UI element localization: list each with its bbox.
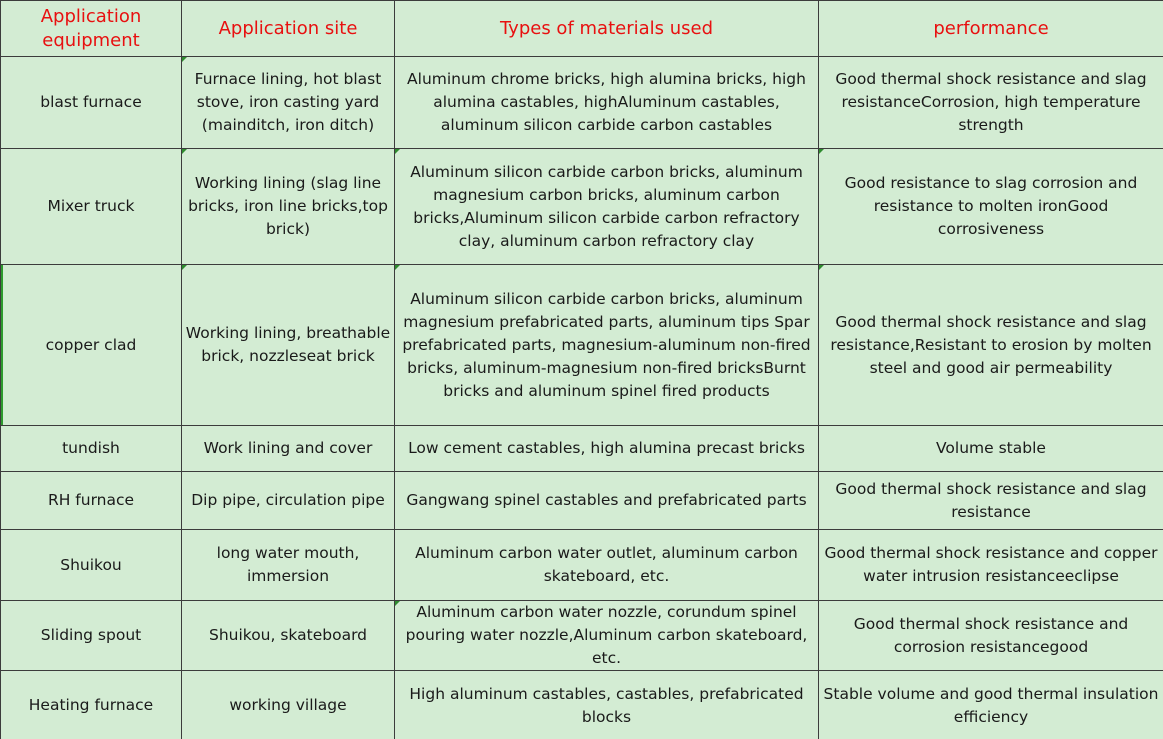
cell-performance[interactable] [819,265,1163,426]
table-row [1,265,1163,426]
cell-equipment[interactable] [1,426,182,472]
cell-site[interactable] [182,472,395,530]
header-label: performance [933,17,1049,39]
cell-text: Low cement castables, high alumina precast bricks [408,439,805,457]
cell-performance[interactable] [819,149,1163,265]
table-row [1,530,1163,601]
cell-text: copper clad [45,335,137,354]
cell-site[interactable] [182,671,395,739]
cell-text: Good thermal shock resistance and slag resistance,Resistant to erosion by molten steel and good air permeability [830,312,1152,377]
cell-text: High aluminum castables, castables, prefabricated blocks [409,684,804,726]
cell-performance[interactable] [819,57,1163,149]
cell-text: Shuikou, skateboard [208,626,368,644]
cell-site[interactable] [182,149,395,265]
cell-text: Sliding spout [40,626,142,644]
table-row [1,57,1163,149]
cell-equipment[interactable] [1,530,182,601]
cell-text: working village [229,696,347,714]
cell-performance[interactable] [819,472,1163,530]
cell-site[interactable] [182,265,395,426]
cell-site[interactable] [182,426,395,472]
cell-text: Good thermal shock resistance and slag resistance [835,479,1147,521]
cell-text: Good thermal shock resistance and corrosion resistancegood [853,614,1129,656]
cell-equipment[interactable] [1,149,182,265]
cell-text: Aluminum carbon water outlet, aluminum carbon skateboard, etc. [415,544,798,585]
cell-text: Aluminum silicon carbide carbon bricks, aluminum magnesium prefabricated parts, aluminum tips Spar prefabricated parts, magnesium-aluminum non-fired bricks, aluminum-magnesium non-fired bricksBurnt bricks and aluminum spinel fired products [402,289,811,400]
cell-materials[interactable] [395,530,819,601]
cell-text: Furnace lining, hot blast stove, iron casting yard (mainditch, iron ditch) [194,70,382,134]
header-cell-equipment[interactable] [1,1,182,57]
comment-marker [395,601,400,606]
cell-materials[interactable] [395,426,819,472]
cell-text: Stable volume and good thermal insulation efficiency [823,684,1159,726]
cell-site[interactable] [182,57,395,149]
cell-text: blast furnace [40,93,142,111]
cell-site[interactable] [182,530,395,601]
table-row [1,671,1163,739]
header-row [1,1,1163,57]
cell-text: Work lining and cover [203,439,373,457]
header-cell-performance[interactable] [819,1,1163,57]
comment-marker [819,265,824,270]
comment-marker [395,265,400,270]
cell-text: Aluminum chrome bricks, high alumina bricks, high alumina castables, highAluminum castables, aluminum silicon carbide carbon castables [407,70,806,134]
header-label: Application site [218,17,358,39]
cell-equipment[interactable] [1,601,182,671]
table-row [1,426,1163,472]
cell-text: Good thermal shock resistance and slag resistanceCorrosion, high temperature strength [835,70,1147,134]
table-row [1,472,1163,530]
cell-equipment[interactable] [1,265,182,426]
cell-performance[interactable] [819,426,1163,472]
cell-text: Good thermal shock resistance and copper water intrusion resistanceeclipse [824,544,1158,585]
cell-materials[interactable] [395,265,819,426]
cell-text: Working lining, breathable brick, nozzleseat brick [185,324,391,365]
cell-site[interactable] [182,601,395,671]
comment-marker [182,149,187,154]
cell-equipment[interactable] [1,472,182,530]
cell-text: Mixer truck [47,197,135,215]
cell-text: tundish [62,439,120,457]
cell-equipment[interactable] [1,671,182,739]
cell-text: Heating furnace [28,696,154,714]
header-cell-site[interactable] [182,1,395,57]
header-cell-materials[interactable] [395,1,819,57]
header-label: Types of materials used [499,17,714,39]
cell-text: Volume stable [936,439,1046,457]
cell-materials[interactable] [395,671,819,739]
cell-materials[interactable] [395,472,819,530]
cell-text: Gangwang spinel castables and prefabricated parts [406,491,807,509]
table-row [1,149,1163,265]
comment-marker [395,149,400,154]
cell-materials[interactable] [395,601,819,671]
cell-materials[interactable] [395,57,819,149]
selection-edge [1,265,3,425]
cell-performance[interactable] [819,530,1163,601]
cell-equipment[interactable] [1,57,182,149]
cell-text: Dip pipe, circulation pipe [191,491,385,509]
cell-performance[interactable] [819,601,1163,671]
cell-text: Good resistance to slag corrosion and resistance to molten ironGood corrosiveness [844,174,1138,238]
cell-text: RH furnace [47,491,135,509]
cell-text: Shuikou [60,555,122,574]
table-row [1,601,1163,671]
cell-performance[interactable] [819,671,1163,739]
cell-text: long water mouth, immersion [216,544,360,585]
cell-text: Aluminum silicon carbide carbon bricks, aluminum magnesium carbon bricks, aluminum carbon bricks,Aluminum silicon carbide carbon refractory clay, aluminum carbon refractory clay [410,162,803,250]
comment-marker [819,149,824,154]
cell-materials[interactable] [395,149,819,265]
comment-marker [182,57,187,62]
cell-text: Aluminum carbon water nozzle, corundum spinel pouring water nozzle,Aluminum carbon skateboard, etc. [405,603,808,667]
header-label: Application equipment [40,5,142,51]
cell-text: Working lining (slag line bricks, iron line bricks,top brick) [188,174,388,238]
comment-marker [182,265,187,270]
